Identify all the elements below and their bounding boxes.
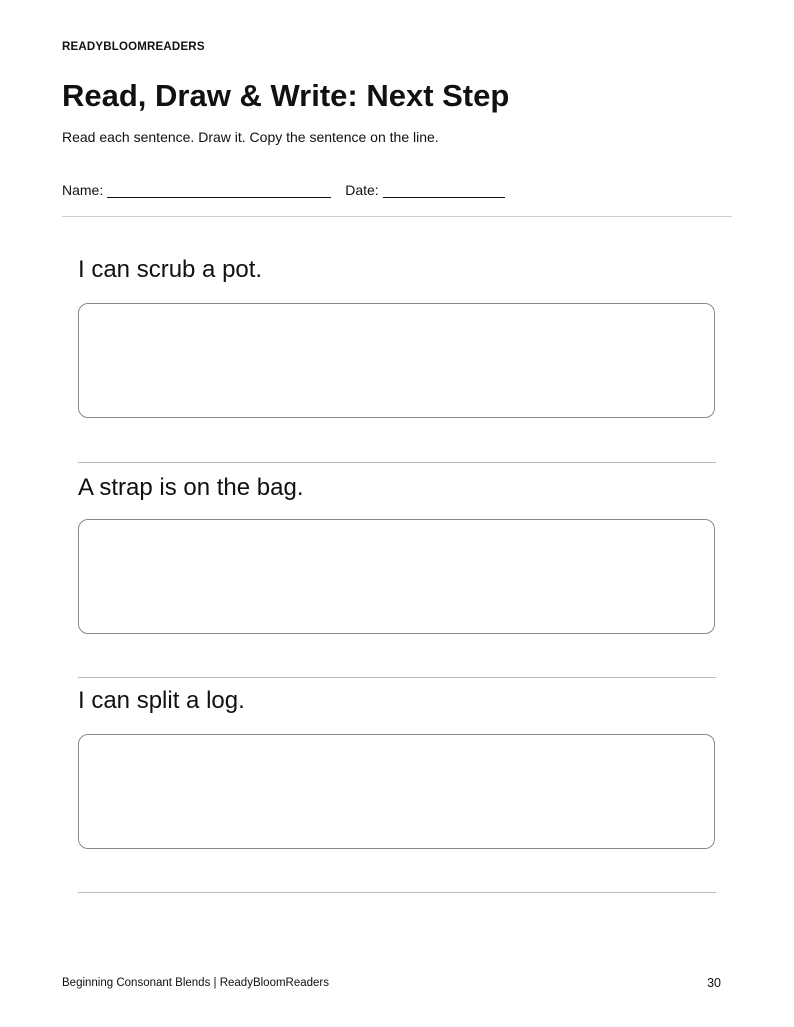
name-date-row [62, 181, 505, 198]
date-field[interactable] [383, 181, 505, 198]
sentence-2: A strap is on the bag. [78, 474, 304, 501]
drawing-box-1[interactable] [78, 303, 715, 418]
writing-line-3[interactable] [78, 892, 716, 893]
page-title: Read, Draw & Write: Next Step [62, 78, 510, 113]
footer-text: Beginning Consonant Blends | ReadyBloomReaders [62, 977, 330, 989]
sentence-3: I can split a log. [78, 687, 245, 714]
name-field[interactable] [107, 181, 331, 198]
drawing-box-3[interactable] [78, 734, 715, 849]
page-number: 30 [707, 976, 721, 990]
writing-line-1[interactable] [78, 462, 716, 463]
writing-line-2[interactable] [78, 677, 716, 678]
instructions-text: Read each sentence. Draw it. Copy the sentence on the line. [62, 129, 439, 145]
sentence-1: I can scrub a pot. [78, 256, 263, 283]
header-divider [62, 216, 732, 217]
name-label: Name: [62, 182, 104, 198]
date-label: Date: [345, 182, 379, 198]
brand-label: READYBLOOMREADERS [62, 41, 205, 53]
drawing-box-2[interactable] [78, 519, 715, 634]
